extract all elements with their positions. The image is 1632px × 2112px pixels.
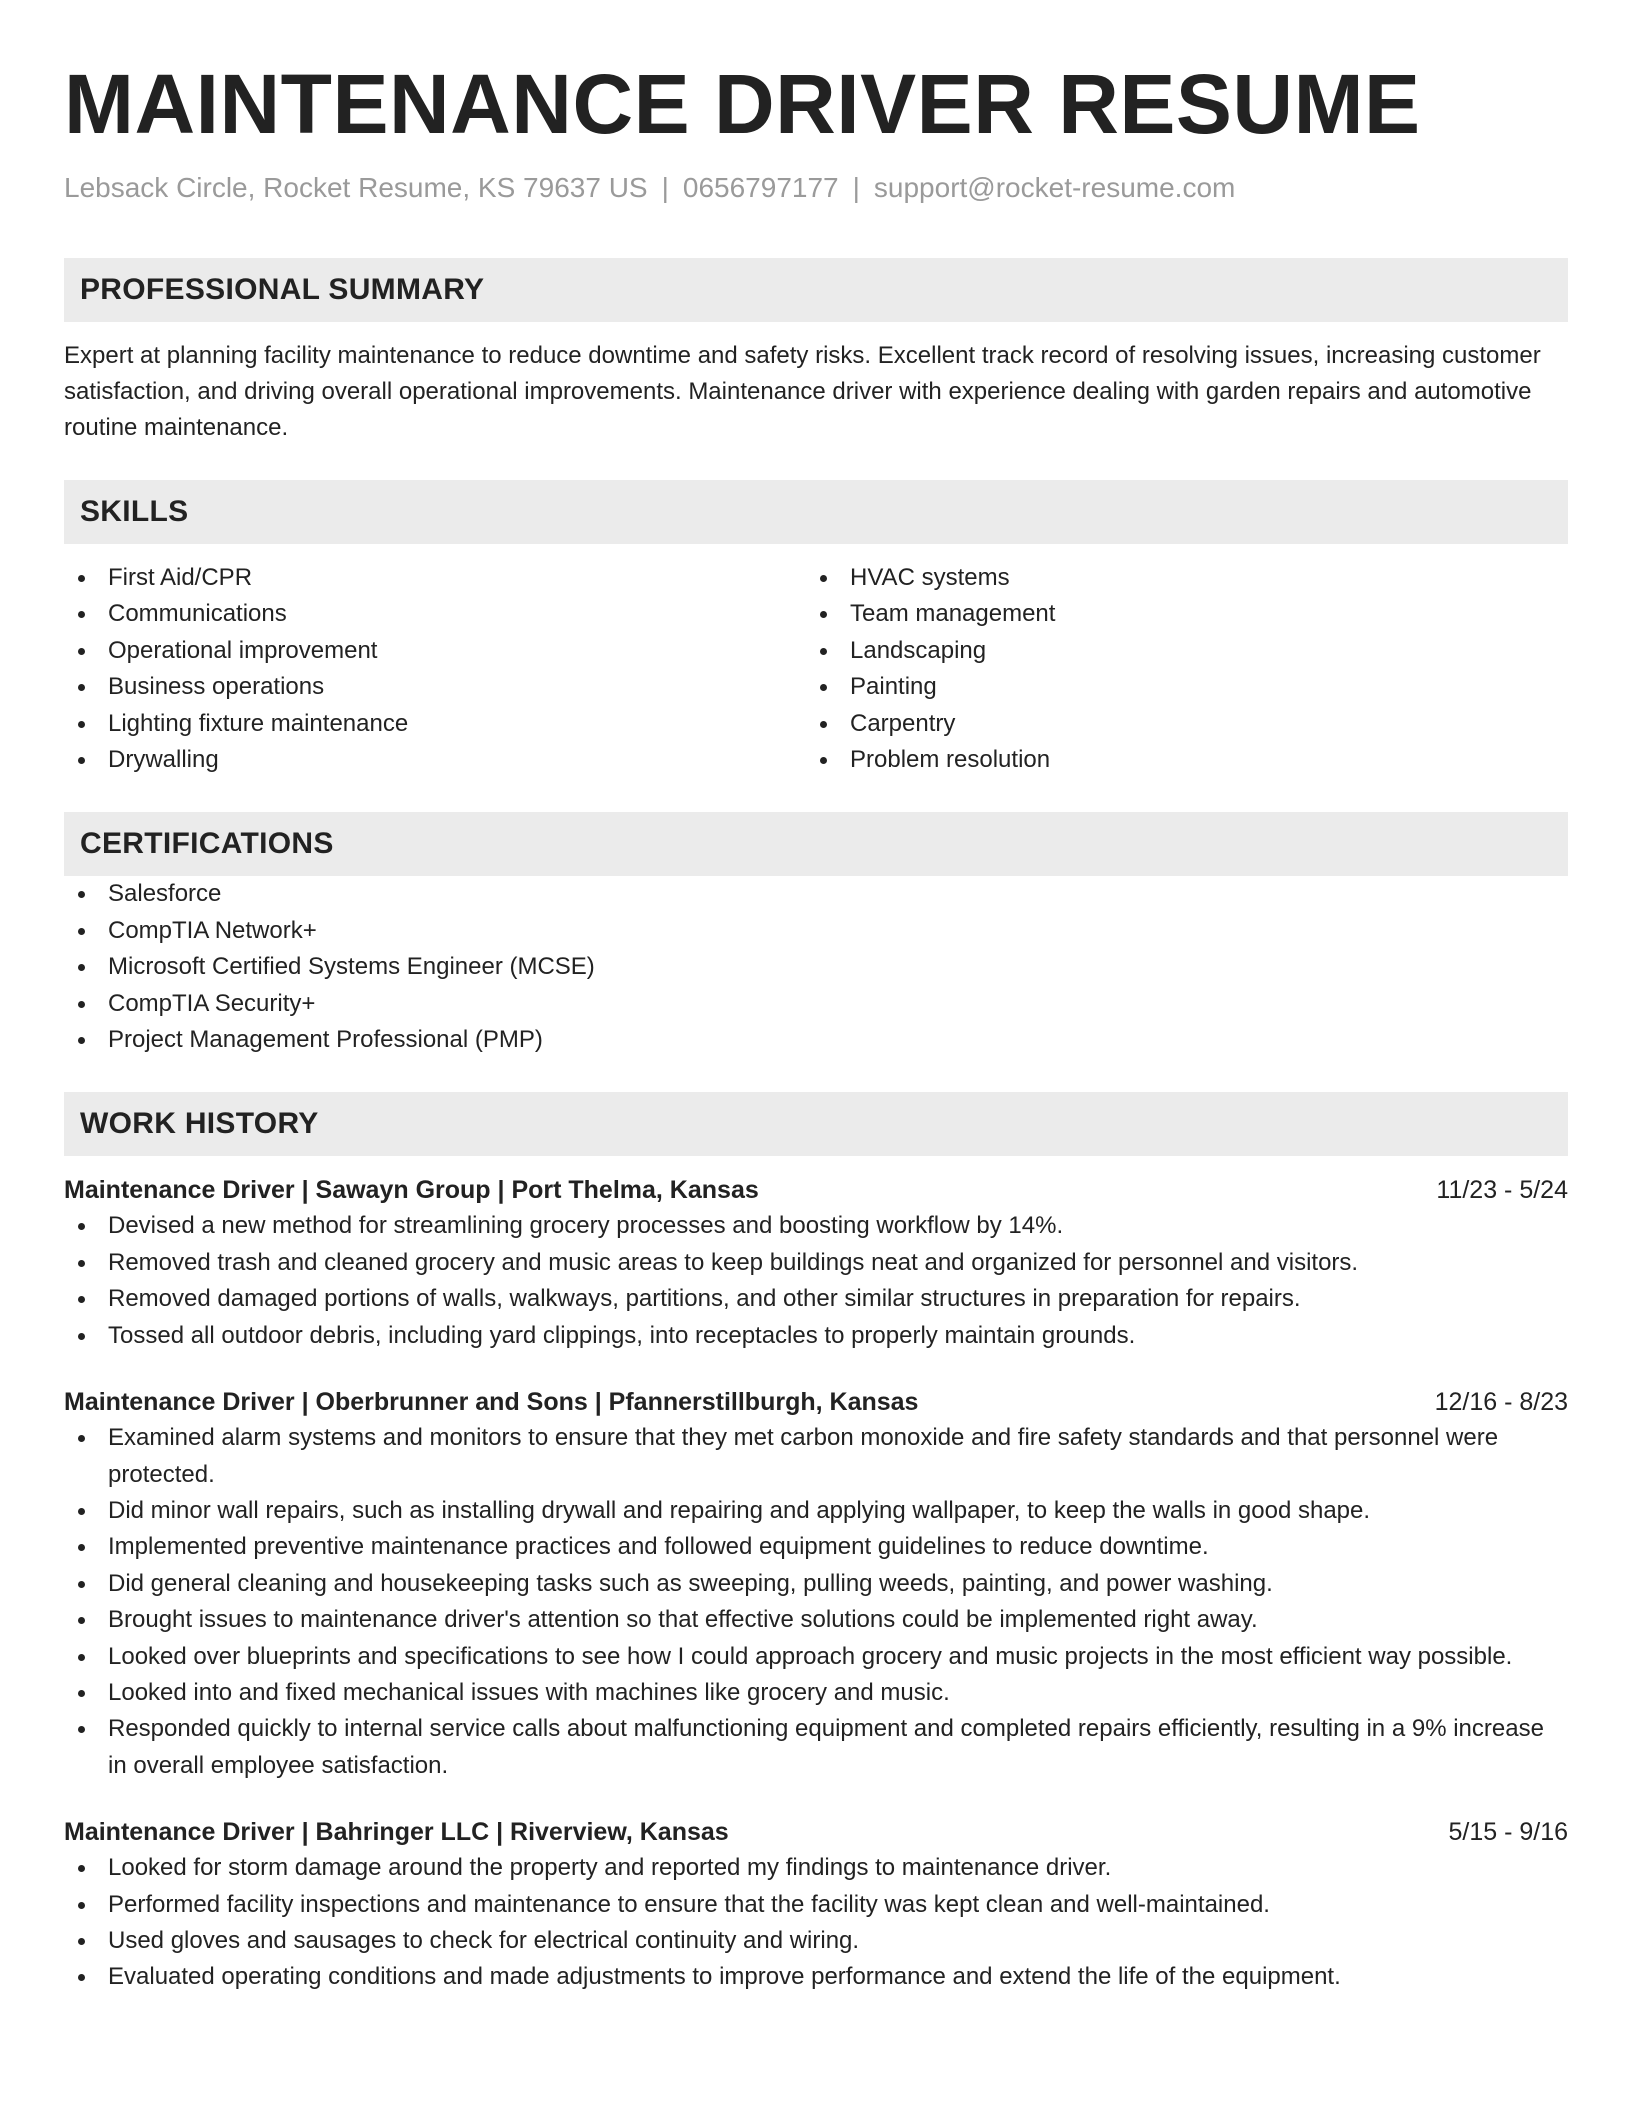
work-history-list <box>64 1172 1568 1995</box>
contact-address: Lebsack Circle, Rocket Resume, KS 79637 US <box>64 172 648 203</box>
contact-email: support@rocket-resume.com <box>873 172 1236 203</box>
job-bullet: Removed damaged portions of walls, walkways, partitions, and other similar structures in preparation for repairs. <box>64 1281 1568 1317</box>
summary-text: Expert at planning facility maintenance to reduce downtime and safety risks. Excellent track record of resolving issues, increasing customer satisfaction, and driving overall operational improvements. Maintenance driver with experience dealing with garden repairs and automotive routine maintenance. <box>64 342 1541 441</box>
certifications-list <box>64 876 1568 1058</box>
skill-item: Lighting fixture maintenance <box>64 706 806 742</box>
job-dates: 12/16 - 8/23 <box>1434 1388 1568 1417</box>
job-bullet: Performed facility inspections and maintenance to ensure that the facility was kept clean and well-maintained. <box>64 1887 1568 1923</box>
skill-item: Painting <box>806 669 1548 705</box>
job-entry <box>64 1172 1568 1354</box>
job-bullet-list <box>64 1850 1568 1996</box>
skill-item: Landscaping <box>806 633 1548 669</box>
section-header-summary: PROFESSIONAL SUMMARY <box>64 258 1568 322</box>
job-bullet-list <box>64 1420 1568 1784</box>
section-header-work-history: WORK HISTORY <box>64 1092 1568 1156</box>
job-bullet-list <box>64 1208 1568 1354</box>
job-bullet: Did minor wall repairs, such as installing drywall and repairing and applying wallpaper, to keep the walls in good shape. <box>64 1493 1568 1529</box>
job-dates: 5/15 - 9/16 <box>1448 1818 1568 1847</box>
skills-column-left <box>64 560 806 778</box>
job-bullet: Implemented preventive maintenance practices and followed equipment guidelines to reduce downtime. <box>64 1529 1568 1565</box>
contact-separator: | <box>661 172 669 203</box>
job-bullet: Devised a new method for streamlining grocery processes and boosting workflow by 14%. <box>64 1208 1568 1244</box>
job-bullet: Tossed all outdoor debris, including yard clippings, into receptacles to properly maintain grounds. <box>64 1318 1568 1354</box>
contact-separator: | <box>852 172 860 203</box>
skill-item: Problem resolution <box>806 742 1548 778</box>
skill-item: Business operations <box>64 669 806 705</box>
certification-item: CompTIA Network+ <box>64 913 1568 949</box>
job-bullet: Removed trash and cleaned grocery and music areas to keep buildings neat and organized for personnel and visitors. <box>64 1245 1568 1281</box>
job-bullet: Used gloves and sausages to check for electrical continuity and wiring. <box>64 1923 1568 1959</box>
job-dates: 11/23 - 5/24 <box>1436 1176 1568 1205</box>
job-bullet: Responded quickly to internal service calls about malfunctioning equipment and completed repairs efficiently, resulting in a 9% increase in overall employee satisfaction. <box>64 1711 1568 1784</box>
skill-item: Carpentry <box>806 706 1548 742</box>
certification-item: Microsoft Certified Systems Engineer (MCSE) <box>64 949 1568 985</box>
job-entry <box>64 1384 1568 1784</box>
job-bullet: Looked over blueprints and specifications to see how I could approach grocery and music projects in the most efficient way possible. <box>64 1639 1568 1675</box>
section-header-skills: SKILLS <box>64 480 1568 544</box>
job-header <box>64 1814 1568 1850</box>
job-header <box>64 1384 1568 1420</box>
contact-line <box>64 170 1568 206</box>
section-header-certifications: CERTIFICATIONS <box>64 812 1568 876</box>
skill-item: Operational improvement <box>64 633 806 669</box>
job-bullet: Looked for storm damage around the property and reported my findings to maintenance driver. <box>64 1850 1568 1886</box>
skill-item: First Aid/CPR <box>64 560 806 596</box>
skill-item: Communications <box>64 596 806 632</box>
job-bullet: Examined alarm systems and monitors to ensure that they met carbon monoxide and fire safety standards and that personnel were protected. <box>64 1420 1568 1493</box>
job-bullet: Brought issues to maintenance driver's attention so that effective solutions could be implemented right away. <box>64 1602 1568 1638</box>
certification-item: Salesforce <box>64 876 1568 912</box>
job-title: Maintenance Driver | Oberbrunner and Sons | Pfannerstillburgh, Kansas <box>64 1388 919 1417</box>
resume-title: MAINTENANCE DRIVER RESUME <box>64 57 1421 151</box>
certification-item: CompTIA Security+ <box>64 986 1568 1022</box>
certification-item: Project Management Professional (PMP) <box>64 1022 1568 1058</box>
skill-item: Drywalling <box>64 742 806 778</box>
skill-item: HVAC systems <box>806 560 1548 596</box>
skill-item: Team management <box>806 596 1548 632</box>
contact-phone: 0656797177 <box>682 172 839 203</box>
job-header <box>64 1172 1568 1208</box>
job-entry <box>64 1814 1568 1996</box>
job-bullet: Looked into and fixed mechanical issues with machines like grocery and music. <box>64 1675 1568 1711</box>
job-title: Maintenance Driver | Sawayn Group | Port Thelma, Kansas <box>64 1176 759 1205</box>
skills-list <box>64 560 1568 778</box>
job-bullet: Evaluated operating conditions and made adjustments to improve performance and extend the life of the equipment. <box>64 1959 1568 1995</box>
job-title: Maintenance Driver | Bahringer LLC | Riverview, Kansas <box>64 1818 729 1847</box>
job-bullet: Did general cleaning and housekeeping tasks such as sweeping, pulling weeds, painting, and power washing. <box>64 1566 1568 1602</box>
skills-column-right <box>806 560 1548 778</box>
